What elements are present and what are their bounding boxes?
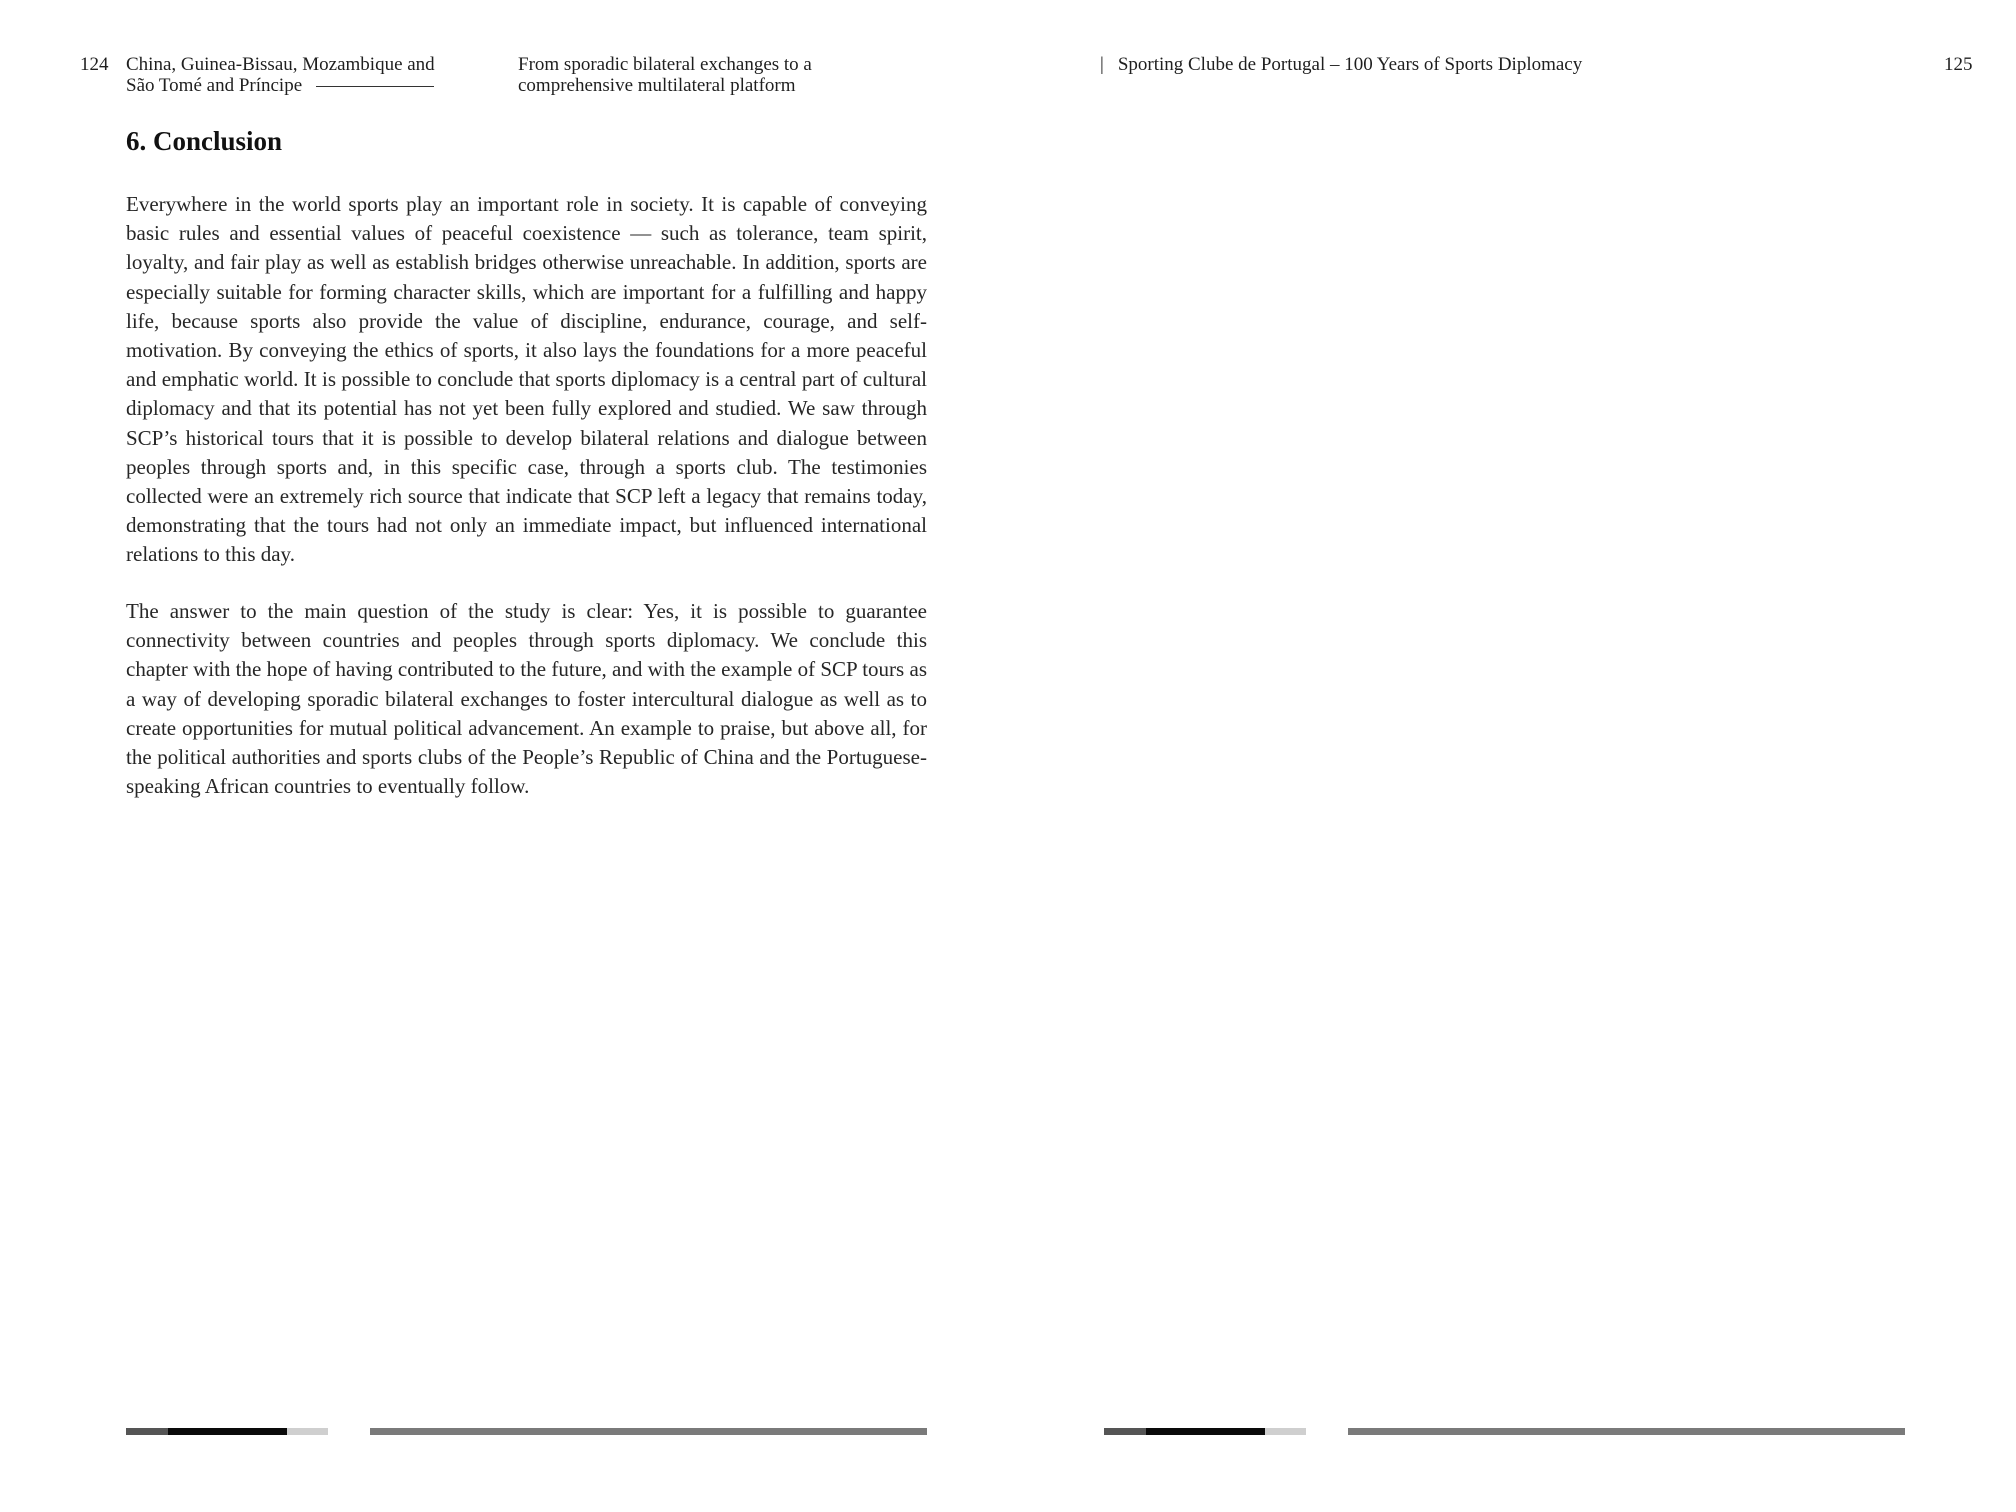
left-footer-bar-dark <box>126 1428 168 1435</box>
section-subtitle-line-1: From sporadic bilateral exchanges to a <box>518 54 812 75</box>
book-title-header <box>1100 54 1582 75</box>
section-subtitle-line-2: comprehensive multilateral platform <box>518 75 796 96</box>
section-heading: 6. Conclusion <box>126 126 283 156</box>
chapter-title-rule <box>316 86 434 87</box>
right-footer-bar-long <box>1348 1428 1905 1435</box>
left-footer-bar-black <box>168 1428 287 1435</box>
chapter-title-line-2: São Tomé and Príncipe <box>126 75 303 96</box>
body-paragraph-1: Everywhere in the world sports play an important role in society. It is capable of conveying basic rules and essential values of peaceful coexistence — such as tolerance, team spirit, loyalty, and fair play as well as establish bridges otherwise unreachable. In addition, sports are especially suitable for forming character skills, which are important for a fulfilling and happy life, because sports also provide the value of discipline, endurance, courage, and self-motivation. By conveying the ethics of sports, it also lays the foundations for a more peaceful and emphatic world. It is possible to conclude that sports diplomacy is a central part of cultural diplomacy and that its potential has not yet been fully explored and studied. We saw through SCP’s historical tours that it is possible to develop bilateral relations and dialogue between peoples through sports and, in this specific case, through a sports club. The testimonies collected were an extremely rich source that indicate that SCP left a legacy that remains today, demonstrating that the tours had not only an immediate impact, but influenced international relations to this day. <box>126 192 927 567</box>
right-footer-bar-dark <box>1104 1428 1146 1435</box>
book-title: Sporting Clube de Portugal – 100 Years of Sports Diplomacy <box>1117 54 1583 75</box>
body-paragraph-2: The answer to the main question of the study is clear: Yes, it is possible to guarantee connectivity between countries and peoples through sports diplomacy. We conclude this chapter with the hope of having contributed to the future, and with the example of SCP tours as a way of developing sporadic bilateral exchanges to foster intercultural dialogue as well as to create opportunities for mutual political advancement. An example to praise, but above all, for the political authorities and sports clubs of the People’s Republic of China and the Portuguese-speaking African countries to eventually follow. <box>126 599 927 799</box>
right-footer-bar-light <box>1265 1428 1306 1435</box>
header-separator: | <box>1100 54 1104 75</box>
right-page-number: 125 <box>1944 54 1973 75</box>
left-footer-bar-light <box>287 1428 328 1435</box>
chapter-title-line-2-wrap <box>126 75 435 96</box>
chapter-title-line-1: China, Guinea-Bissau, Mozambique and <box>126 54 435 75</box>
chapter-title <box>126 54 435 96</box>
right-footer-bar-black <box>1146 1428 1265 1435</box>
left-page-number: 124 <box>80 54 109 75</box>
section-subtitle <box>518 54 812 96</box>
left-footer-bar-long <box>370 1428 927 1435</box>
